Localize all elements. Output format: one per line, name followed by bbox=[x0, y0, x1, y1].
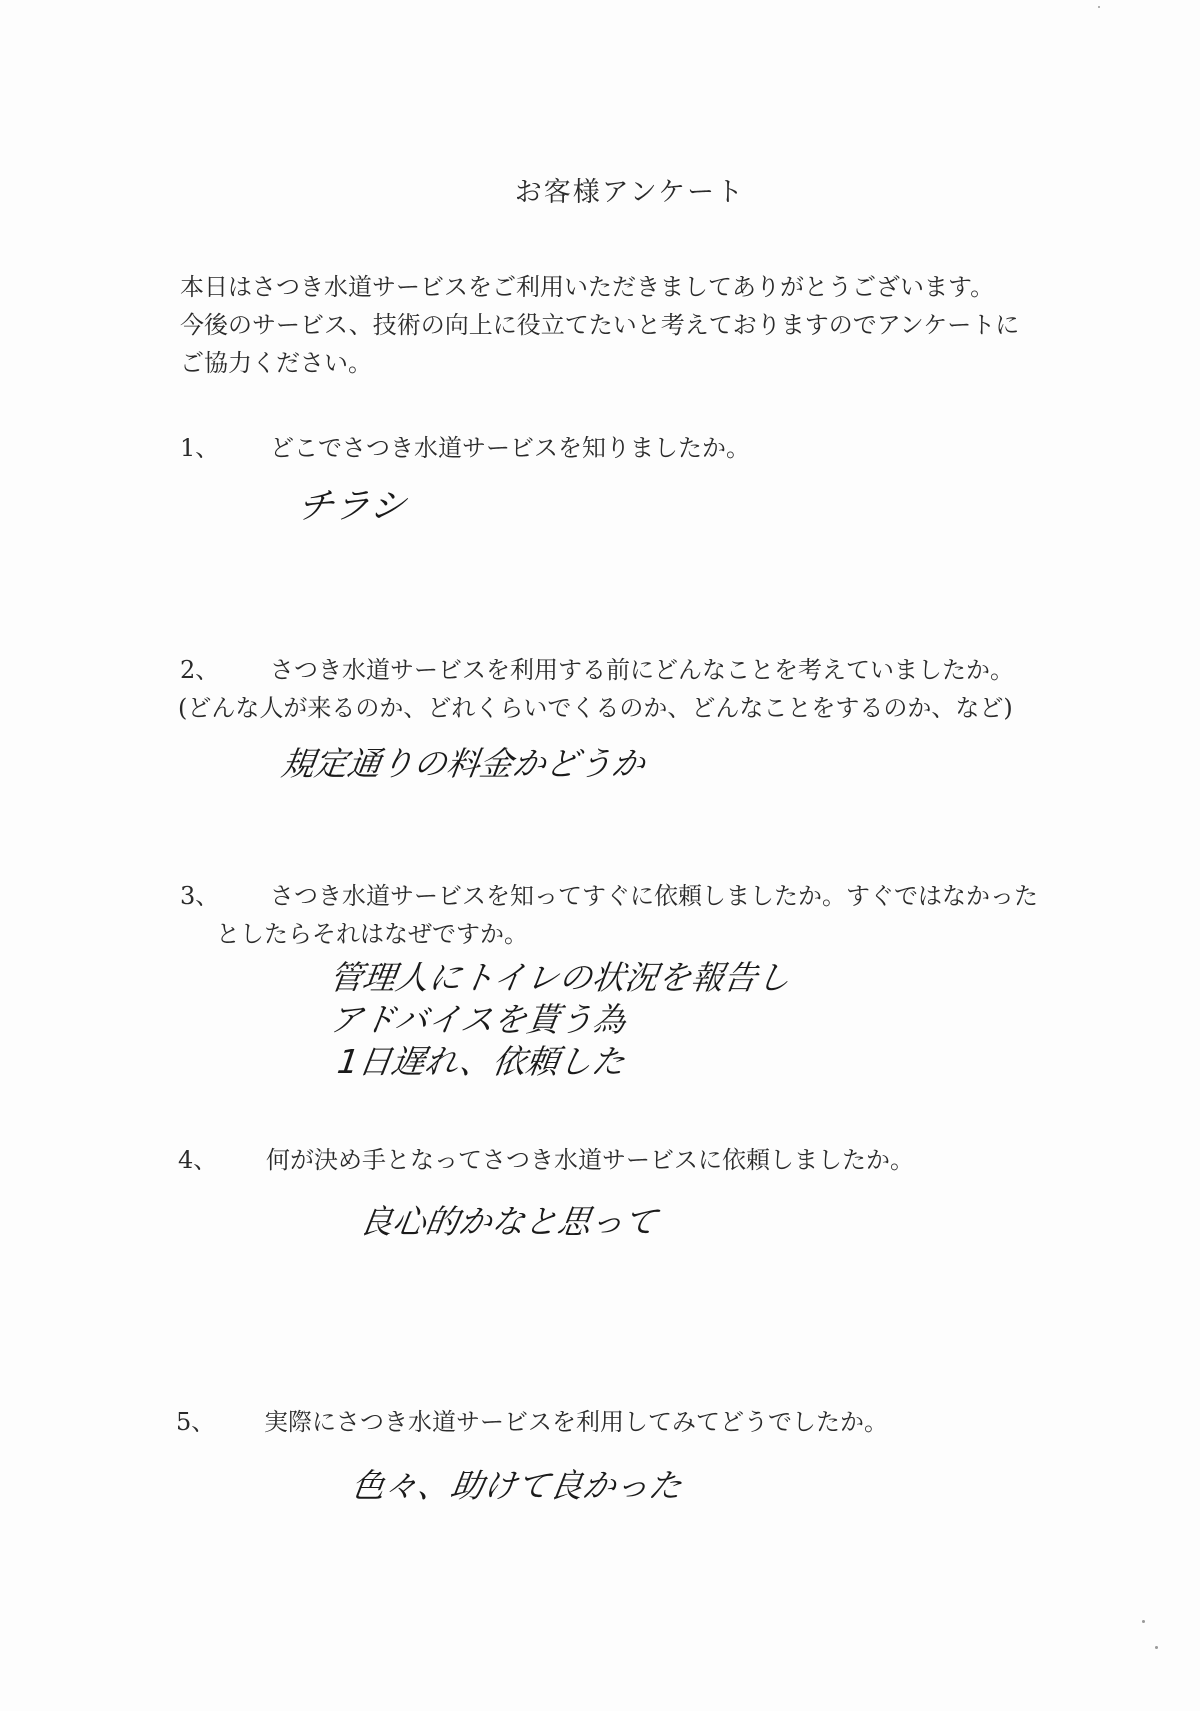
question-3-note: としたらそれはなぜですか。 bbox=[216, 920, 528, 948]
handwritten-answer-1: チラシ bbox=[294, 486, 409, 527]
question-number: 4、 bbox=[178, 1146, 218, 1174]
question-text: どこでさつき水道サービスを知りましたか。 bbox=[270, 434, 750, 462]
question-text: 実際にさつき水道サービスを利用してみてどうでしたか。 bbox=[264, 1408, 888, 1436]
handwritten-answer-3-line-2: アドバイスを貰う為 bbox=[326, 1000, 629, 1039]
question-text: さつき水道サービスを利用する前にどんなことを考えていましたか。 bbox=[270, 656, 1014, 684]
scan-speck bbox=[1098, 6, 1100, 8]
handwritten-answer-5: 色々、助けて良かった bbox=[348, 1466, 685, 1505]
question-number: 3、 bbox=[180, 882, 220, 910]
handwritten-answer-4: 良心的かなと思って bbox=[356, 1202, 660, 1241]
question-text: 何が決め手となってさつき水道サービスに依頼しましたか。 bbox=[266, 1146, 914, 1174]
intro-line: 今後のサービス、技術の向上に役立てたいと考えておりますのでアンケートに bbox=[180, 311, 1020, 339]
handwritten-answer-2: 規定通りの料金かどうか bbox=[278, 744, 648, 783]
handwritten-answer-3-line-3: 1日遅れ、依頼した bbox=[334, 1042, 628, 1081]
handwritten-answer-3-line-1: 管理人にトイレの状況を報告し bbox=[326, 958, 793, 997]
intro-paragraph bbox=[180, 268, 1080, 382]
intro-line: ご協力ください。 bbox=[180, 349, 372, 377]
intro-line: 本日はさつき水道サービスをご利用いただきましてありがとうございます。 bbox=[180, 273, 995, 301]
question-number: 2、 bbox=[180, 656, 220, 684]
scan-speck bbox=[1155, 1646, 1158, 1649]
question-number: 5、 bbox=[176, 1408, 216, 1436]
question-2-note: (どんな人が来るのか、どれくらいでくるのか、どんなことをするのか、など) bbox=[178, 694, 1013, 722]
scan-speck bbox=[1142, 1620, 1145, 1623]
question-number: 1、 bbox=[180, 434, 220, 462]
page-title: お客様アンケート bbox=[514, 177, 746, 208]
question-text: さつき水道サービスを知ってすぐに依頼しましたか。すぐではなかった bbox=[270, 882, 1038, 910]
